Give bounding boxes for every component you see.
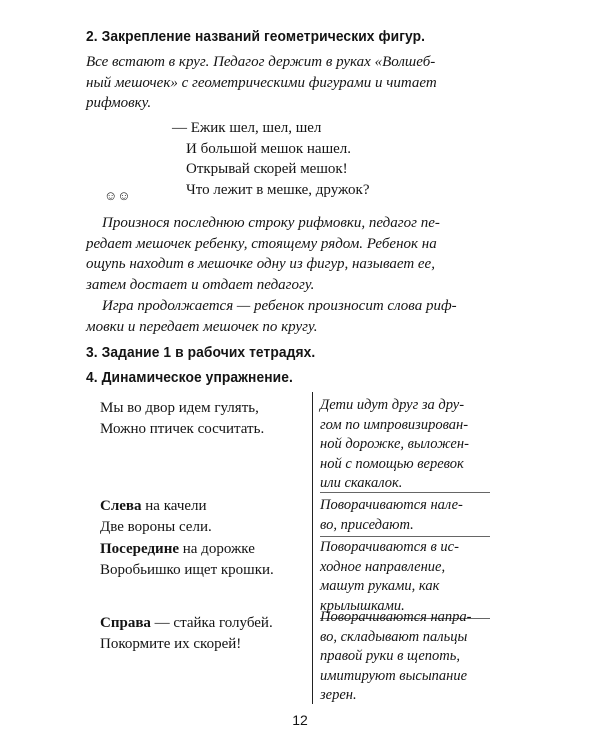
table-row-4-action <box>320 608 520 706</box>
intro-line: рифмовку. <box>86 95 152 111</box>
table-row-2-action <box>320 496 520 535</box>
section-2-heading: 2. Закрепление названий геометрических фигур. <box>86 28 426 45</box>
paragraph-line: ощупь находит в мешочке одну из фигур, называет ее, <box>86 256 435 272</box>
poem-line: И большой мешок нашел. <box>186 140 352 157</box>
action-line: или скакалок. <box>320 475 403 491</box>
action-line: гом по импровизирован- <box>320 416 469 433</box>
row-separator <box>320 492 490 493</box>
action-line: Дети идут друг за дру- <box>320 397 465 413</box>
section-4-heading: 4. Динамическое упражнение. <box>86 369 293 386</box>
exercise-table <box>86 392 526 704</box>
table-row-4-verse <box>100 613 310 654</box>
paragraph-line: Произнося последнюю строку рифмовки, педагог пе- <box>102 215 440 231</box>
action-line: Поворачиваются напра- <box>320 609 472 625</box>
table-row-1-verse <box>100 398 310 439</box>
action-line: правой руки в щепоть, <box>320 648 460 664</box>
action-line: машут руками, как <box>320 578 440 594</box>
paragraph-line: Игра продолжается — ребенок произносит слова риф- <box>102 298 457 314</box>
table-row-3-action <box>320 538 520 616</box>
intro-line: ный мешочек» с геометрическими фигурами и читает <box>86 74 437 91</box>
table-row-3-verse <box>100 539 310 580</box>
paragraph-line: мовки и передает мешочек по кругу. <box>86 318 318 335</box>
row-separator <box>320 536 490 537</box>
verse-line: Справа — стайка голубей. <box>100 615 273 631</box>
paragraph-line: затем достает и отдает педагогу. <box>86 276 315 293</box>
verse-line: Воробьишко ищет крошки. <box>100 561 274 578</box>
verse-line: Посередине на дорожке <box>100 541 255 557</box>
action-line: во, приседают. <box>320 516 414 533</box>
section-2-intro <box>86 52 522 114</box>
poem-line: Открывай скорей мешок! <box>186 161 348 177</box>
action-line: крылышками. <box>320 597 405 614</box>
verse-line: Две вороны сели. <box>100 518 212 535</box>
table-row-2-verse <box>100 496 310 537</box>
poem-line: Что лежит в мешке, дружок? <box>186 181 370 198</box>
poem-line: — Ежик шел, шел, шел <box>172 120 322 136</box>
action-line: Поворачиваются нале- <box>320 497 463 513</box>
verse-line: Мы во двор идем гулять, <box>100 400 259 416</box>
paragraph-line: редает мешочек ребенку, стоящему рядом. Ребенок на <box>86 235 437 252</box>
action-line: зерен. <box>320 687 357 703</box>
section-3-heading: 3. Задание 1 в рабочих тетрадях. <box>86 344 316 361</box>
verse-line: Слева на качели <box>100 498 207 514</box>
column-divider <box>312 392 313 704</box>
section-2-paragraph-2 <box>86 296 522 337</box>
section-2-paragraph-1 <box>86 213 522 295</box>
table-row-1-action <box>320 396 520 494</box>
action-line: ной дорожке, выложен- <box>320 436 469 452</box>
page-number: 12 <box>292 712 308 728</box>
verse-line: Покормите их скорей! <box>100 635 242 652</box>
rhyme-poem <box>172 118 369 200</box>
action-line: ходное направление, <box>320 558 446 575</box>
intro-line: Все встают в круг. Педагог держит в руках «Волшеб- <box>86 54 436 70</box>
smiley-icons: ☺☺ <box>104 188 131 203</box>
action-line: Поворачиваются в ис- <box>320 539 459 555</box>
action-line: ной с помощью веревок <box>320 455 464 472</box>
verse-line: Можно птичек сосчитать. <box>100 420 265 437</box>
action-line: во, складывают пальцы <box>320 628 468 645</box>
action-line: имитируют высыпание <box>320 667 468 684</box>
